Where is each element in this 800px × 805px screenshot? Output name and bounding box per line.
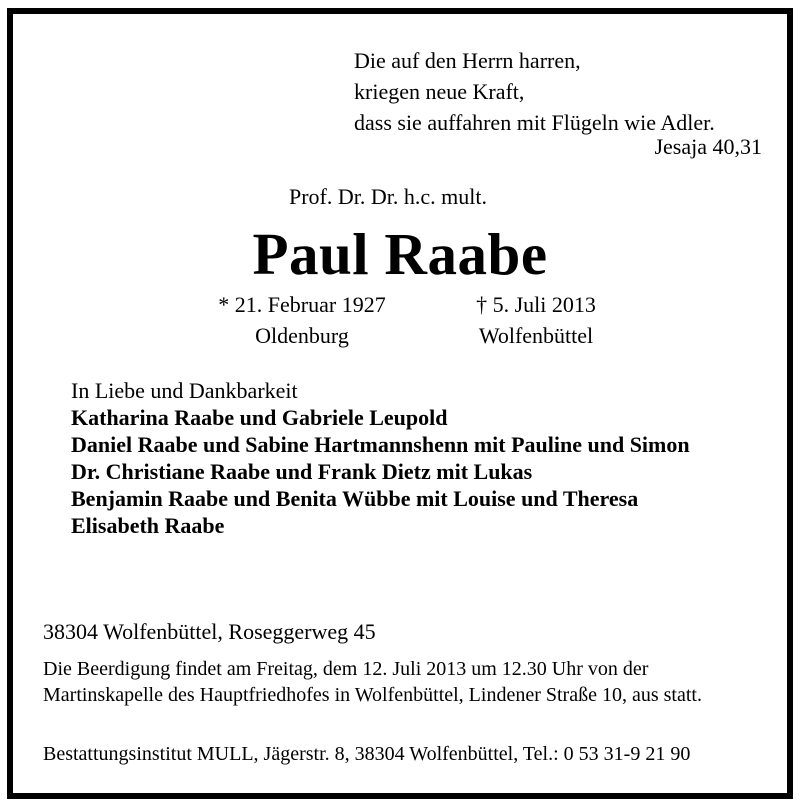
verse-line: kriegen neue Kraft, [354,79,525,104]
verse-reference: Jesaja 40,31 [654,134,762,159]
death-place: Wolfenbüttel [478,323,594,348]
birth-info [202,289,402,351]
birth-place: Oldenburg [255,323,349,348]
deceased-name: Paul Raabe [252,221,548,287]
funeral-notice: Die Beerdigung findet am Freitag, dem 12. Juli 2013 um 12.30 Uhr von der Martinskapelle des Hauptfriedhofes in Wolfenbüttel, Lindener Straße 10, aus statt. [43,658,702,706]
birth-date: * 21. Februar 1927 [218,292,386,317]
obituary-frame [7,8,793,799]
mourners-block [71,377,690,539]
death-date: † 5. Juli 2013 [476,292,596,317]
mourner-name: Elisabeth Raabe [71,513,225,538]
mourner-name: Katharina Raabe und Gabriele Leupold [71,405,448,430]
undertaker-info: Bestattungsinstitut MULL, Jägerstr. 8, 38304 Wolfenbüttel, Tel.: 0 53 31-9 21 90 [43,743,691,765]
bible-verse [354,45,715,138]
mourner-name: Benjamin Raabe und Benita Wübbe mit Louise und Theresa [71,486,639,511]
verse-line: dass sie auffahren mit Flügeln wie Adler. [354,110,715,135]
family-address: 38304 Wolfenbüttel, Roseggerweg 45 [43,619,376,644]
mourner-name: Daniel Raabe und Sabine Hartmannshenn mit Pauline und Simon [71,432,690,457]
academic-title: Prof. Dr. Dr. h.c. mult. [289,184,487,209]
death-info [451,289,621,351]
mourners-intro: In Liebe und Dankbarkeit [71,378,298,403]
verse-line: Die auf den Herrn harren, [354,48,581,73]
mourner-name: Dr. Christiane Raabe und Frank Dietz mit Lukas [71,459,533,484]
